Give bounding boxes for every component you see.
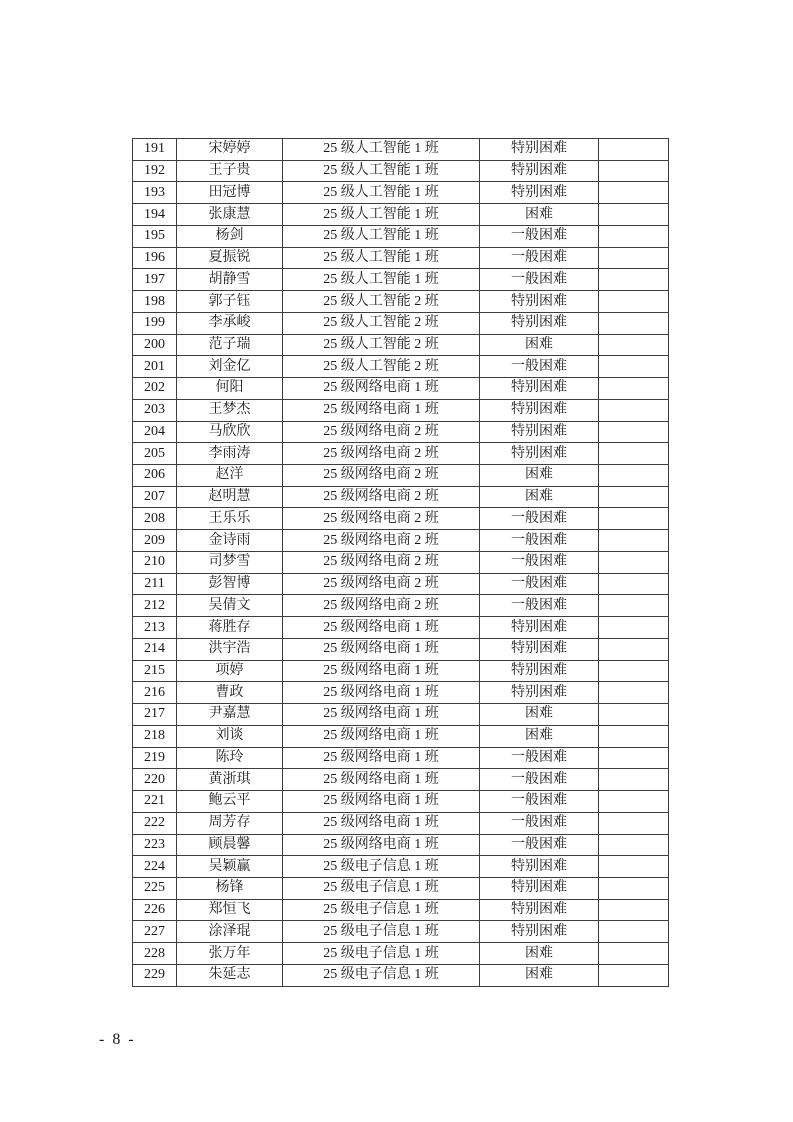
cell-difficulty-level: 困难: [480, 704, 599, 726]
cell-difficulty-level: 一般困难: [480, 247, 599, 269]
cell-student-name: 胡静雪: [177, 269, 283, 291]
page-number: - 8 -: [99, 1031, 136, 1048]
cell-difficulty-level: 特别困难: [480, 617, 599, 639]
table-row: [133, 182, 669, 204]
cell-row-number: 204: [133, 421, 177, 443]
roster-table-body: [133, 139, 669, 987]
cell-student-name: 王梦杰: [177, 399, 283, 421]
cell-note-empty: [599, 182, 669, 204]
cell-class-name: 25 级网络电商 2 班: [283, 551, 480, 573]
cell-student-name: 宋婷婷: [177, 139, 283, 161]
cell-note-empty: [599, 682, 669, 704]
cell-student-name: 尹嘉慧: [177, 704, 283, 726]
cell-student-name: 吴颖赢: [177, 856, 283, 878]
cell-student-name: 郭子钰: [177, 291, 283, 313]
cell-class-name: 25 级网络电商 2 班: [283, 443, 480, 465]
cell-difficulty-level: 特别困难: [480, 312, 599, 334]
cell-note-empty: [599, 486, 669, 508]
cell-difficulty-level: 特别困难: [480, 421, 599, 443]
cell-note-empty: [599, 660, 669, 682]
cell-difficulty-level: 困难: [480, 964, 599, 986]
cell-row-number: 228: [133, 943, 177, 965]
cell-student-name: 马欣欣: [177, 421, 283, 443]
table-row: [133, 443, 669, 465]
cell-row-number: 218: [133, 725, 177, 747]
cell-row-number: 196: [133, 247, 177, 269]
cell-difficulty-level: 一般困难: [480, 551, 599, 573]
cell-difficulty-level: 一般困难: [480, 508, 599, 530]
cell-class-name: 25 级电子信息 1 班: [283, 943, 480, 965]
cell-class-name: 25 级人工智能 1 班: [283, 269, 480, 291]
cell-note-empty: [599, 856, 669, 878]
cell-note-empty: [599, 573, 669, 595]
cell-difficulty-level: 一般困难: [480, 791, 599, 813]
cell-class-name: 25 级网络电商 1 班: [283, 660, 480, 682]
cell-note-empty: [599, 269, 669, 291]
cell-note-empty: [599, 595, 669, 617]
cell-student-name: 陈玲: [177, 747, 283, 769]
table-row: [133, 508, 669, 530]
cell-student-name: 王子贵: [177, 160, 283, 182]
cell-student-name: 吴倩文: [177, 595, 283, 617]
cell-row-number: 213: [133, 617, 177, 639]
cell-note-empty: [599, 551, 669, 573]
cell-class-name: 25 级电子信息 1 班: [283, 921, 480, 943]
cell-student-name: 刘谈: [177, 725, 283, 747]
table-row: [133, 791, 669, 813]
table-row: [133, 747, 669, 769]
cell-student-name: 郑恒飞: [177, 899, 283, 921]
cell-difficulty-level: 特别困难: [480, 139, 599, 161]
cell-note-empty: [599, 508, 669, 530]
cell-student-name: 李承峻: [177, 312, 283, 334]
table-row: [133, 378, 669, 400]
cell-student-name: 周芳存: [177, 812, 283, 834]
cell-difficulty-level: 特别困难: [480, 399, 599, 421]
cell-class-name: 25 级人工智能 1 班: [283, 247, 480, 269]
cell-row-number: 217: [133, 704, 177, 726]
cell-class-name: 25 级人工智能 2 班: [283, 312, 480, 334]
cell-student-name: 黄浙琪: [177, 769, 283, 791]
table-row: [133, 421, 669, 443]
cell-difficulty-level: 特别困难: [480, 856, 599, 878]
cell-student-name: 何阳: [177, 378, 283, 400]
table-row: [133, 465, 669, 487]
table-row: [133, 964, 669, 986]
cell-difficulty-level: 一般困难: [480, 769, 599, 791]
cell-student-name: 夏振锐: [177, 247, 283, 269]
cell-student-name: 赵洋: [177, 465, 283, 487]
table-row: [133, 638, 669, 660]
cell-class-name: 25 级人工智能 1 班: [283, 139, 480, 161]
cell-row-number: 220: [133, 769, 177, 791]
table-row: [133, 660, 669, 682]
student-roster-table: [132, 138, 669, 987]
cell-row-number: 193: [133, 182, 177, 204]
table-row: [133, 617, 669, 639]
cell-class-name: 25 级网络电商 2 班: [283, 421, 480, 443]
cell-row-number: 195: [133, 225, 177, 247]
cell-student-name: 范子瑞: [177, 334, 283, 356]
cell-row-number: 200: [133, 334, 177, 356]
cell-class-name: 25 级网络电商 2 班: [283, 465, 480, 487]
cell-class-name: 25 级网络电商 1 班: [283, 617, 480, 639]
cell-note-empty: [599, 725, 669, 747]
cell-class-name: 25 级人工智能 2 班: [283, 356, 480, 378]
cell-row-number: 215: [133, 660, 177, 682]
cell-row-number: 210: [133, 551, 177, 573]
cell-student-name: 涂泽琨: [177, 921, 283, 943]
cell-note-empty: [599, 964, 669, 986]
table-row: [133, 812, 669, 834]
table-row: [133, 247, 669, 269]
cell-row-number: 226: [133, 899, 177, 921]
cell-class-name: 25 级网络电商 1 班: [283, 704, 480, 726]
cell-class-name: 25 级网络电商 1 班: [283, 378, 480, 400]
table-row: [133, 160, 669, 182]
cell-student-name: 赵明慧: [177, 486, 283, 508]
cell-class-name: 25 级网络电商 1 班: [283, 769, 480, 791]
cell-class-name: 25 级网络电商 2 班: [283, 573, 480, 595]
cell-note-empty: [599, 834, 669, 856]
cell-difficulty-level: 一般困难: [480, 812, 599, 834]
cell-row-number: 201: [133, 356, 177, 378]
cell-class-name: 25 级网络电商 1 班: [283, 834, 480, 856]
table-row: [133, 921, 669, 943]
cell-difficulty-level: 一般困难: [480, 356, 599, 378]
cell-class-name: 25 级网络电商 1 班: [283, 747, 480, 769]
cell-row-number: 229: [133, 964, 177, 986]
cell-difficulty-level: 特别困难: [480, 660, 599, 682]
cell-difficulty-level: 一般困难: [480, 225, 599, 247]
cell-row-number: 206: [133, 465, 177, 487]
cell-note-empty: [599, 356, 669, 378]
table-row: [133, 595, 669, 617]
table-row: [133, 682, 669, 704]
table-row: [133, 704, 669, 726]
table-row: [133, 291, 669, 313]
cell-student-name: 朱延志: [177, 964, 283, 986]
table-row: [133, 269, 669, 291]
cell-student-name: 曹政: [177, 682, 283, 704]
cell-class-name: 25 级电子信息 1 班: [283, 964, 480, 986]
cell-note-empty: [599, 812, 669, 834]
table-row: [133, 356, 669, 378]
cell-difficulty-level: 特别困难: [480, 378, 599, 400]
cell-difficulty-level: 特别困难: [480, 182, 599, 204]
cell-class-name: 25 级人工智能 1 班: [283, 160, 480, 182]
cell-note-empty: [599, 530, 669, 552]
cell-row-number: 227: [133, 921, 177, 943]
cell-student-name: 王乐乐: [177, 508, 283, 530]
table-row: [133, 551, 669, 573]
cell-note-empty: [599, 617, 669, 639]
cell-row-number: 208: [133, 508, 177, 530]
cell-student-name: 项婷: [177, 660, 283, 682]
cell-note-empty: [599, 704, 669, 726]
table-row: [133, 139, 669, 161]
cell-difficulty-level: 困难: [480, 334, 599, 356]
cell-note-empty: [599, 160, 669, 182]
cell-student-name: 鲍云平: [177, 791, 283, 813]
cell-note-empty: [599, 399, 669, 421]
cell-student-name: 田冠博: [177, 182, 283, 204]
cell-row-number: 199: [133, 312, 177, 334]
cell-class-name: 25 级网络电商 2 班: [283, 595, 480, 617]
cell-difficulty-level: 特别困难: [480, 877, 599, 899]
table-row: [133, 856, 669, 878]
cell-difficulty-level: 一般困难: [480, 269, 599, 291]
cell-student-name: 彭智博: [177, 573, 283, 595]
cell-note-empty: [599, 747, 669, 769]
cell-note-empty: [599, 204, 669, 226]
cell-row-number: 191: [133, 139, 177, 161]
table-row: [133, 486, 669, 508]
cell-student-name: 金诗雨: [177, 530, 283, 552]
cell-difficulty-level: 一般困难: [480, 530, 599, 552]
cell-student-name: 张康慧: [177, 204, 283, 226]
cell-class-name: 25 级人工智能 2 班: [283, 291, 480, 313]
cell-row-number: 194: [133, 204, 177, 226]
cell-row-number: 224: [133, 856, 177, 878]
cell-class-name: 25 级人工智能 1 班: [283, 204, 480, 226]
cell-student-name: 李雨涛: [177, 443, 283, 465]
table-row: [133, 530, 669, 552]
cell-note-empty: [599, 638, 669, 660]
cell-difficulty-level: 特别困难: [480, 899, 599, 921]
cell-difficulty-level: 困难: [480, 943, 599, 965]
table-row: [133, 573, 669, 595]
table-row: [133, 312, 669, 334]
cell-difficulty-level: 一般困难: [480, 747, 599, 769]
cell-row-number: 209: [133, 530, 177, 552]
cell-student-name: 杨锋: [177, 877, 283, 899]
cell-difficulty-level: 特别困难: [480, 638, 599, 660]
cell-row-number: 192: [133, 160, 177, 182]
cell-note-empty: [599, 312, 669, 334]
cell-row-number: 207: [133, 486, 177, 508]
cell-class-name: 25 级人工智能 1 班: [283, 182, 480, 204]
cell-difficulty-level: 特别困难: [480, 682, 599, 704]
table-row: [133, 834, 669, 856]
cell-difficulty-level: 特别困难: [480, 160, 599, 182]
table-row: [133, 399, 669, 421]
cell-student-name: 张万年: [177, 943, 283, 965]
cell-note-empty: [599, 225, 669, 247]
cell-row-number: 212: [133, 595, 177, 617]
cell-difficulty-level: 困难: [480, 204, 599, 226]
cell-class-name: 25 级网络电商 1 班: [283, 725, 480, 747]
cell-note-empty: [599, 877, 669, 899]
table-row: [133, 225, 669, 247]
cell-class-name: 25 级电子信息 1 班: [283, 856, 480, 878]
cell-row-number: 197: [133, 269, 177, 291]
cell-difficulty-level: 困难: [480, 465, 599, 487]
cell-row-number: 216: [133, 682, 177, 704]
cell-note-empty: [599, 443, 669, 465]
cell-note-empty: [599, 943, 669, 965]
table-row: [133, 334, 669, 356]
cell-class-name: 25 级电子信息 1 班: [283, 899, 480, 921]
cell-difficulty-level: 一般困难: [480, 834, 599, 856]
cell-note-empty: [599, 791, 669, 813]
cell-class-name: 25 级网络电商 2 班: [283, 508, 480, 530]
cell-class-name: 25 级网络电商 1 班: [283, 812, 480, 834]
cell-note-empty: [599, 378, 669, 400]
cell-row-number: 225: [133, 877, 177, 899]
table-row: [133, 204, 669, 226]
cell-note-empty: [599, 334, 669, 356]
cell-class-name: 25 级网络电商 1 班: [283, 682, 480, 704]
cell-note-empty: [599, 421, 669, 443]
table-row: [133, 725, 669, 747]
cell-note-empty: [599, 247, 669, 269]
cell-row-number: 223: [133, 834, 177, 856]
cell-student-name: 杨剑: [177, 225, 283, 247]
cell-difficulty-level: 一般困难: [480, 595, 599, 617]
cell-class-name: 25 级电子信息 1 班: [283, 877, 480, 899]
cell-row-number: 219: [133, 747, 177, 769]
cell-note-empty: [599, 139, 669, 161]
cell-class-name: 25 级网络电商 1 班: [283, 791, 480, 813]
cell-note-empty: [599, 465, 669, 487]
cell-difficulty-level: 困难: [480, 486, 599, 508]
cell-student-name: 司梦雪: [177, 551, 283, 573]
cell-note-empty: [599, 291, 669, 313]
table-row: [133, 943, 669, 965]
cell-difficulty-level: 特别困难: [480, 921, 599, 943]
cell-difficulty-level: 困难: [480, 725, 599, 747]
cell-row-number: 205: [133, 443, 177, 465]
cell-row-number: 202: [133, 378, 177, 400]
cell-student-name: 顾晨馨: [177, 834, 283, 856]
cell-row-number: 203: [133, 399, 177, 421]
cell-class-name: 25 级人工智能 2 班: [283, 334, 480, 356]
table-row: [133, 877, 669, 899]
cell-row-number: 221: [133, 791, 177, 813]
cell-row-number: 214: [133, 638, 177, 660]
cell-row-number: 198: [133, 291, 177, 313]
cell-class-name: 25 级网络电商 1 班: [283, 399, 480, 421]
cell-class-name: 25 级网络电商 1 班: [283, 638, 480, 660]
cell-row-number: 222: [133, 812, 177, 834]
cell-difficulty-level: 特别困难: [480, 291, 599, 313]
cell-note-empty: [599, 921, 669, 943]
table-row: [133, 899, 669, 921]
cell-class-name: 25 级网络电商 2 班: [283, 530, 480, 552]
cell-row-number: 211: [133, 573, 177, 595]
cell-class-name: 25 级人工智能 1 班: [283, 225, 480, 247]
cell-student-name: 蒋胜存: [177, 617, 283, 639]
cell-student-name: 洪宇浩: [177, 638, 283, 660]
cell-difficulty-level: 一般困难: [480, 573, 599, 595]
cell-class-name: 25 级网络电商 2 班: [283, 486, 480, 508]
cell-note-empty: [599, 899, 669, 921]
cell-student-name: 刘金亿: [177, 356, 283, 378]
table-row: [133, 769, 669, 791]
cell-difficulty-level: 特别困难: [480, 443, 599, 465]
cell-note-empty: [599, 769, 669, 791]
